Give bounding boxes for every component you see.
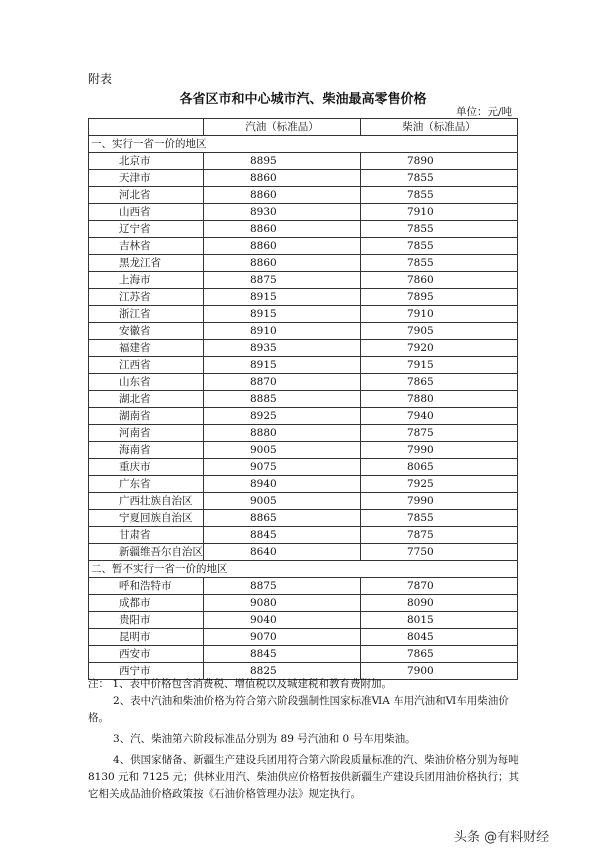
- diesel-price-cell: 7855: [361, 187, 518, 204]
- table-row: [89, 306, 518, 323]
- gasoline-price-cell: 9005: [204, 493, 361, 510]
- region-cell: 安徽省: [89, 323, 204, 340]
- region-cell: 海南省: [89, 442, 204, 459]
- table-row: [89, 646, 518, 663]
- diesel-price-cell: 8065: [361, 459, 518, 476]
- table-row: [89, 629, 518, 646]
- table-row: [89, 408, 518, 425]
- diesel-price-cell: 8090: [361, 595, 518, 612]
- section-header-row: [89, 561, 518, 578]
- table-row: [89, 238, 518, 255]
- header-gasoline: 汽油（标准品）: [204, 119, 361, 136]
- table-row: [89, 459, 518, 476]
- table-row: [89, 391, 518, 408]
- diesel-price-cell: 7855: [361, 238, 518, 255]
- diesel-price-cell: 7940: [361, 408, 518, 425]
- gasoline-price-cell: 8895: [204, 153, 361, 170]
- table-row: [89, 340, 518, 357]
- diesel-price-cell: 7870: [361, 578, 518, 595]
- diesel-price-cell: 7855: [361, 255, 518, 272]
- region-cell: 湖北省: [89, 391, 204, 408]
- region-cell: 成都市: [89, 595, 204, 612]
- gasoline-price-cell: 8860: [204, 221, 361, 238]
- gasoline-price-cell: 8875: [204, 272, 361, 289]
- table-row: [89, 442, 518, 459]
- gasoline-price-cell: 9080: [204, 595, 361, 612]
- gasoline-price-cell: 8910: [204, 323, 361, 340]
- table-row: [89, 187, 518, 204]
- gasoline-price-cell: 8860: [204, 170, 361, 187]
- gasoline-price-cell: 8865: [204, 510, 361, 527]
- gasoline-price-cell: 8860: [204, 238, 361, 255]
- table-row: [89, 595, 518, 612]
- region-cell: 贵阳市: [89, 612, 204, 629]
- table-row: [89, 323, 518, 340]
- region-cell: 广东省: [89, 476, 204, 493]
- gasoline-price-cell: 9070: [204, 629, 361, 646]
- diesel-price-cell: 7915: [361, 357, 518, 374]
- table-row: [89, 544, 518, 561]
- gasoline-price-cell: 8935: [204, 340, 361, 357]
- note-item: 4、供国家储备、新疆生产建设兵团用符合第六阶段质量标准的汽、柴油价格分别为每吨 8130 元和 7125 元；供林业用汽、柴油供应价格暂按供新疆生产建设兵团用油价格执行；其它相关成品油价格政策按《石油价格管理办法》规定执行。: [88, 754, 519, 800]
- gasoline-price-cell: 8940: [204, 476, 361, 493]
- gasoline-price-cell: 8915: [204, 289, 361, 306]
- region-cell: 浙江省: [89, 306, 204, 323]
- table-row: [89, 204, 518, 221]
- diesel-price-cell: 7900: [361, 663, 518, 680]
- diesel-price-cell: 7875: [361, 527, 518, 544]
- table-row: [89, 578, 518, 595]
- region-cell: 福建省: [89, 340, 204, 357]
- table-row: [89, 289, 518, 306]
- note-item: 2、表中汽油和柴油价格为符合第六阶段强制性国家标准ⅥA 车用汽油和Ⅵ车用柴油价格。: [88, 695, 509, 724]
- table-row: [89, 493, 518, 510]
- gasoline-price-cell: 8930: [204, 204, 361, 221]
- section-title: 一、实行一省一价的地区: [89, 136, 518, 153]
- diesel-price-cell: 7910: [361, 306, 518, 323]
- gasoline-price-cell: 9040: [204, 612, 361, 629]
- header-row: [89, 119, 518, 136]
- gasoline-price-cell: 8885: [204, 391, 361, 408]
- table-row: [89, 476, 518, 493]
- gasoline-price-cell: 8860: [204, 187, 361, 204]
- diesel-price-cell: 7990: [361, 493, 518, 510]
- region-cell: 黑龙江省: [89, 255, 204, 272]
- region-cell: 北京市: [89, 153, 204, 170]
- diesel-price-cell: 7920: [361, 340, 518, 357]
- diesel-price-cell: 7860: [361, 272, 518, 289]
- diesel-price-cell: 7925: [361, 476, 518, 493]
- diesel-price-cell: 7855: [361, 170, 518, 187]
- table-row: [89, 221, 518, 238]
- header-region: [89, 119, 204, 136]
- table-row: [89, 170, 518, 187]
- diesel-price-cell: 7895: [361, 289, 518, 306]
- gasoline-price-cell: 8915: [204, 357, 361, 374]
- diesel-price-cell: 7750: [361, 544, 518, 561]
- diesel-price-cell: 7990: [361, 442, 518, 459]
- gasoline-price-cell: 8875: [204, 578, 361, 595]
- diesel-price-cell: 8045: [361, 629, 518, 646]
- region-cell: 湖南省: [89, 408, 204, 425]
- gasoline-price-cell: 8640: [204, 544, 361, 561]
- region-cell: 河北省: [89, 187, 204, 204]
- diesel-price-cell: 7875: [361, 425, 518, 442]
- region-cell: 广西壮族自治区: [89, 493, 204, 510]
- watermark: 头条 @有料财经: [454, 830, 550, 845]
- region-cell: 宁夏回族自治区: [89, 510, 204, 527]
- document-title: 各省区市和中心城市汽、柴油最高零售价格: [179, 92, 427, 107]
- gasoline-price-cell: 8845: [204, 527, 361, 544]
- region-cell: 天津市: [89, 170, 204, 187]
- region-cell: 辽宁省: [89, 221, 204, 238]
- diesel-price-cell: 7910: [361, 204, 518, 221]
- region-cell: 江西省: [89, 357, 204, 374]
- gasoline-price-cell: 8870: [204, 374, 361, 391]
- region-cell: 山东省: [89, 374, 204, 391]
- table-row: [89, 374, 518, 391]
- region-cell: 甘肃省: [89, 527, 204, 544]
- attachment-label: 附表: [88, 72, 113, 86]
- diesel-price-cell: 7890: [361, 153, 518, 170]
- price-table: [88, 118, 518, 680]
- notes: [88, 676, 520, 803]
- table-row: [89, 612, 518, 629]
- unit-label: 单位：元/吨: [456, 106, 513, 118]
- diesel-price-cell: 7905: [361, 323, 518, 340]
- gasoline-price-cell: 8915: [204, 306, 361, 323]
- region-cell: 吉林省: [89, 238, 204, 255]
- region-cell: 昆明市: [89, 629, 204, 646]
- region-cell: 河南省: [89, 425, 204, 442]
- region-cell: 新疆维吾尔自治区: [89, 544, 204, 561]
- gasoline-price-cell: 8845: [204, 646, 361, 663]
- table-row: [89, 510, 518, 527]
- table-row: [89, 357, 518, 374]
- diesel-price-cell: 7855: [361, 221, 518, 238]
- gasoline-price-cell: 9075: [204, 459, 361, 476]
- header-diesel: 柴油（标准品）: [361, 119, 518, 136]
- region-cell: 江苏省: [89, 289, 204, 306]
- region-cell: 山西省: [89, 204, 204, 221]
- table-row: [89, 153, 518, 170]
- diesel-price-cell: 7855: [361, 510, 518, 527]
- diesel-price-cell: 7865: [361, 374, 518, 391]
- gasoline-price-cell: 9005: [204, 442, 361, 459]
- table-row: [89, 272, 518, 289]
- region-cell: 西宁市: [89, 663, 204, 680]
- gasoline-price-cell: 8860: [204, 255, 361, 272]
- section-header-row: [89, 136, 518, 153]
- region-cell: 重庆市: [89, 459, 204, 476]
- table-row: [89, 255, 518, 272]
- region-cell: 西安市: [89, 646, 204, 663]
- diesel-price-cell: 7865: [361, 646, 518, 663]
- table-row: [89, 425, 518, 442]
- gasoline-price-cell: 8825: [204, 663, 361, 680]
- diesel-price-cell: 8015: [361, 612, 518, 629]
- region-cell: 呼和浩特市: [89, 578, 204, 595]
- table-row: [89, 527, 518, 544]
- section-title: 二、暂不实行一省一价的地区: [89, 561, 518, 578]
- note-item: 注： 1、表中价格包含消费税、增值税以及城建税和教育费附加。: [88, 678, 393, 690]
- region-cell: 上海市: [89, 272, 204, 289]
- gasoline-price-cell: 8880: [204, 425, 361, 442]
- diesel-price-cell: 7880: [361, 391, 518, 408]
- note-item: 3、汽、柴油第六阶段标准品分别为 89 号汽油和 0 号车用柴油。: [113, 733, 416, 745]
- gasoline-price-cell: 8925: [204, 408, 361, 425]
